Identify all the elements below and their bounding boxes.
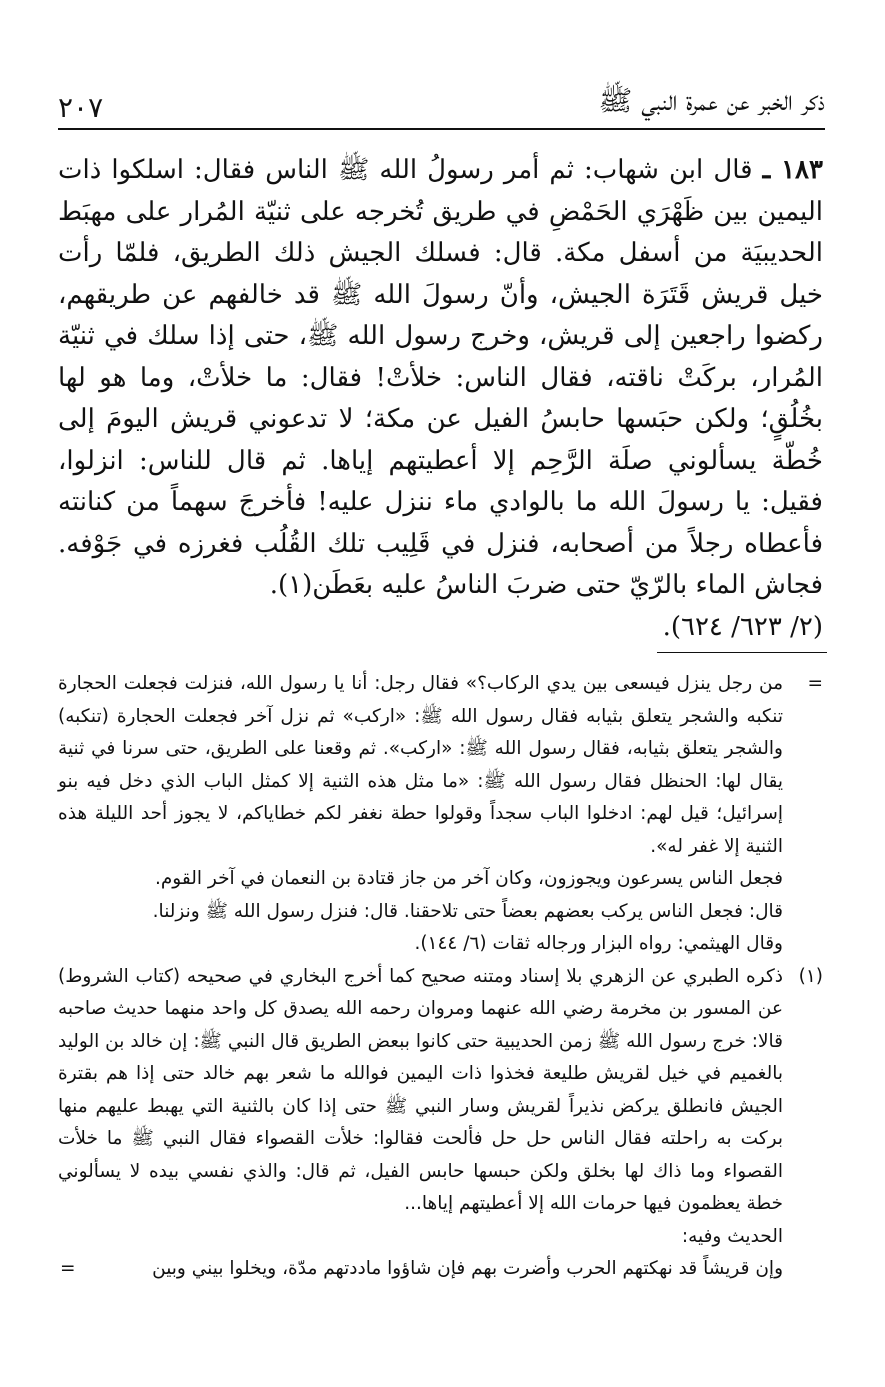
end-continuation-mark: =: [60, 1258, 76, 1279]
footnote-line: وإن قريشاً قد نهكتهم الحرب وأضرت بهم فإن شاؤوا ماددتهم مدّة، ويخلوا بيني وبين: [152, 1258, 783, 1279]
footnote-line: فجعل الناس يسرعون ويجوزون، وكان آخر من جاز قتادة بن النعمان في آخر القوم.: [154, 868, 783, 889]
footnote-line: الحديث وفيه:: [681, 1225, 783, 1247]
page-header: [58, 82, 825, 130]
footnote-line: وقال الهيثمي: رواه البزار ورجاله ثقات (٦/ ١٤٤).: [414, 933, 783, 954]
running-title: ذكر الخبر عن عمرة النبي ﷺ: [598, 84, 825, 117]
hadith-reference: (٢/ ٦٢٣/ ٦٢٤).: [662, 611, 823, 642]
footnote-line: قال: فجعل الناس يركب بعضهم بعضاً حتى تلاحقنا. قال: فنزل رسول الله ﷺ ونزلنا.: [152, 900, 783, 922]
main-text: [58, 150, 823, 648]
hadith-paragraph: [58, 150, 823, 607]
footnote-number: (١): [798, 965, 823, 987]
page-number: ٢٠٧: [58, 91, 104, 124]
footnote-line: ذكره الطبري عن الزهري بلا إسناد ومتنه صحيح كما أخرج البخاري في صحيحه (كتاب الشروط) عن المسور بن مخرمة رضي الله عنهما ومروان رحمه الله يصدق كل واحد منهما حديث صاحبه قالا: خرج رسول الله ﷺ زمن الحديبية حتى كانوا ببعض الطريق قال النبي ﷺ: إن خالد بن الوليد بالغميم في خيل لقريش طليعة فخذوا ذات اليمين فوالله ما شعر بهم خالد حتى إذا هم بقترة الجيش فانطلق يركض نذيراً لقريش وسار النبي ﷺ حتى إذا كان بالثنية التي يهبط عليهم منها بركت به راحلته فقال الناس حل حل فألحت فقالوا: خلأت القصواء فقال النبي ﷺ ما خلأت القصواء وما ذاك لها بخلق ولكن حبسها حابس الفيل، ثم قال: والذي نفسي بيده لا يسألوني خطة يعظمون فيها حرمات الله إلا أعطيتهم إياها...: [58, 965, 783, 1214]
continuation-mark: =: [807, 673, 823, 694]
footnotes: [58, 668, 823, 1286]
footnote-continuation: [58, 668, 823, 961]
hadith-text: قال ابن شهاب: ثم أمر رسولُ الله ﷺ الناس فقال: اسلكوا ذات اليمين بين ظَهْرَي الحَمْضِ في طريق تُخرجه على ثنيّة المُرار على مهبَط الحديبيَة من أسفل مكة. قال: فسلك الجيش ذلك الطريق، فلمّا رأت خيل قريش قَتَرَة الجيش، وأنّ رسولَ الله ﷺ قد خالفهم عن طريقهم، ركضوا راجعين إلى قريش، وخرج رسول الله ﷺ، حتى إذا سلك في ثنيّة المُرار، بركَتْ ناقته، فقال الناس: خلأتْ! فقال: ما خلأتْ، وما هو لها بخُلُقٍ؛ ولكن حبَسها حابسُ الفيل عن مكة؛ لا تدعوني قريش اليومَ إلى خُطّة يسألوني صلَة الرَّحِم إلا أعطيتهم إياها. ثم قال للناس: انزلوا، فقيل: يا رسولَ الله ما بالوادي ماء ننزل عليه! فأخرجَ سهماً من كنانته فأعطاه رجلاً من أصحابه، فنزل في قَلِيب تلك القُلُب فغرزه في جَوْفه. فجاش الماء بالرّيّ حتى ضربَ الناسُ عليه بعَطَن(١).: [58, 155, 823, 600]
footnote-1: [58, 961, 823, 1286]
footnote-separator: [657, 652, 827, 653]
footnote-line: من رجل ينزل فيسعى بين يدي الركاب؟» فقال رجل: أنا يا رسول الله، فنزلت فجعلت الحجارة تنكبه والشجر يتعلق بثيابه فقال رسول الله ﷺ: «اركب» ثم نزل آخر فجعلت الحجارة (تنكبه) والشجر يتعلق بثيابه، فقال رسول الله ﷺ: «اركب». ثم وقعنا على الطريق، حتى سرنا في ثنية يقال لها: الحنظل فقال رسول الله ﷺ: «ما مثل هذه الثنية إلا كمثل الباب الذي دخل فيه بنو إسرائيل؛ قيل لهم: ادخلوا الباب سجداً وقولوا حطة نغفر لكم خطاياكم، لا يجوز أحد الليلة هذه الثنية إلا غفر له».: [58, 673, 783, 857]
hadith-number: ١٨٣ ـ: [762, 155, 823, 185]
